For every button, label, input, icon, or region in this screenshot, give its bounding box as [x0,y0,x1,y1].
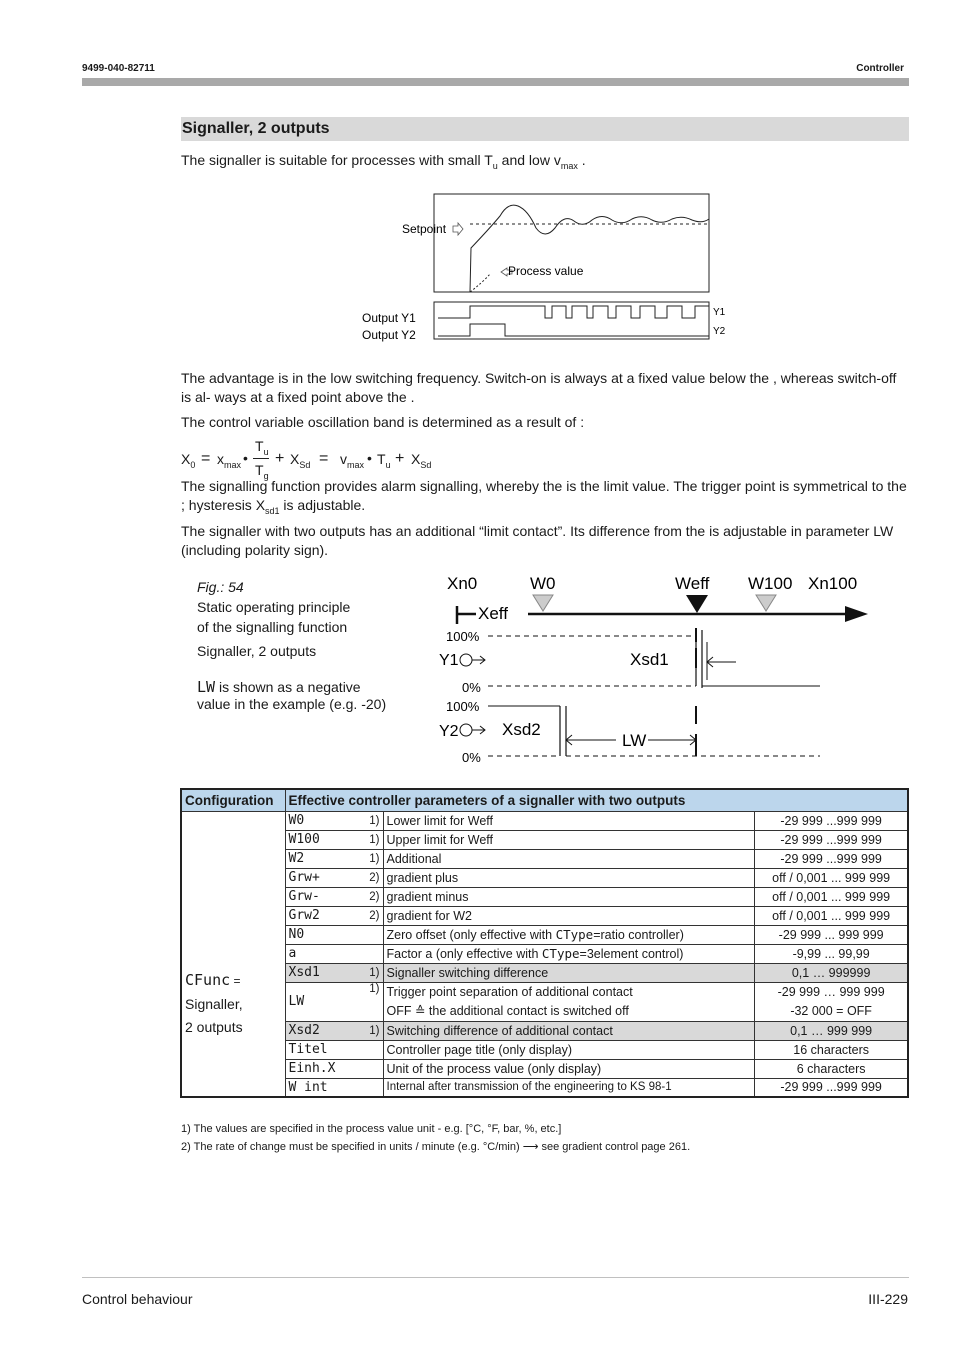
param-name: W int [285,1078,363,1097]
header-rule [82,78,909,86]
param-value: off / 0,001 ... 999 999 [755,868,908,887]
param-value: 0,1 … 999999 [755,963,908,982]
param-value: -29 999 … 999 999 -32 000 = OFF [755,982,908,1021]
xsd1-label: Xsd1 [630,650,669,669]
xn100-label: Xn100 [808,574,858,593]
advantage-paragraph: The advantage is in the low switching frequency. Switch-on is always at a fixed value below the , whereas switch-off is al- ways at a fixed point above the . [181,370,897,405]
table-row [181,963,908,982]
footnote-2: 2) The rate of change must be specified in units / minute (e.g. °C/min) ⟶ see gradient control page 261. [181,1141,691,1153]
param-value: -29 999 ... 999 999 [755,925,908,944]
w0-marker-icon [533,595,553,611]
footnotes [181,1120,690,1156]
table-row [181,1078,908,1097]
param-value: 16 characters [755,1040,908,1059]
footer-rule [82,1277,909,1278]
param-desc: Zero offset (only effective with CType=ratio controller) [383,925,755,944]
param-value: -29 999 ...999 999 [755,1078,908,1097]
weff-marker-icon [686,595,708,613]
param-desc: gradient plus [383,868,755,887]
param-name: Einh.X [285,1059,363,1078]
table-row [181,887,908,906]
param-note: 1) [363,1021,383,1040]
param-note: 1) [363,849,383,868]
setpoint-label: Setpoint [402,222,447,236]
oscillation-formula: $X_0$ = $x_{max}$ • $T_u$ $T_g$ + $X_{Sd}$ = $v_{max}$ • $T_u$ + $X_{Sd}$ [181,438,432,481]
param-note [363,925,383,944]
param-value: -29 999 ...999 999 [755,830,908,849]
param-name: a [285,944,363,963]
table-row [181,868,908,887]
table-row [181,811,908,830]
doc-number: 9499-040-82711 [82,63,155,74]
caption-line-1: Static operating principle [197,599,351,615]
param-name: Titel [285,1040,363,1059]
table-row [181,925,908,944]
param-note: 2) [363,906,383,925]
caption-lw-note: LW is shown as a negative value in the example (e.g. -20) [197,678,387,712]
signalling-principle-diagram [430,568,880,773]
cfunc-cell: CFunc = Signaller, 2 outputs [181,811,285,1097]
xeff-label: Xeff [478,604,508,623]
header-parameters: Effective controller parameters of a signaller with two outputs [285,789,908,811]
param-note: 1) [363,830,383,849]
process-value-curve [470,205,709,292]
param-note: 1) [363,963,383,982]
y1-0-label: 0% [462,680,481,695]
param-note [363,1040,383,1059]
table-row [181,1021,908,1040]
param-name: Grw+ [285,868,363,887]
param-desc: Controller page title (only display) [383,1040,755,1059]
param-desc: gradient for W2 [383,906,755,925]
setpoint-arrow-icon [453,223,463,235]
w100-marker-icon [756,595,776,611]
param-desc: Unit of the process value (only display) [383,1059,755,1078]
param-name: Grw2 [285,906,363,925]
signalling-paragraph: The signalling function provides alarm signalling, whereby the is the limit value. The trigger point is symmetrical to the ; hysteresis $X_{sd1}$ is adjustable. [181,478,907,516]
param-desc: Switching difference of additional contact [383,1021,755,1040]
param-name: LW [285,982,363,1021]
param-value: -29 999 ...999 999 [755,849,908,868]
param-desc: Upper limit for Weff [383,830,755,849]
table-row [181,906,908,925]
y1-tag: Y1 [713,307,726,318]
output-y2-trace [438,324,709,336]
output-y2-label: Output Y2 [362,328,416,342]
param-name: Xsd1 [285,963,363,982]
param-value: off / 0,001 ... 999 999 [755,906,908,925]
intro-paragraph: The signaller is suitable for processes with small $T_u$ and low $v_{max}$ . [181,152,586,171]
axis-arrow-icon [845,606,868,622]
param-note: 2) [363,887,383,906]
xsd2-label: Xsd2 [502,720,541,739]
section-title: Signaller, 2 outputs [181,117,909,141]
band-paragraph: The control variable oscillation band is determined as a result of : [181,414,585,430]
process-value-label: Process value [508,264,584,278]
header-section: Controller [856,63,904,74]
y2-100-label: 100% [446,699,480,714]
y2-contact-icon [460,724,472,736]
param-value: 6 characters [755,1059,908,1078]
y2-label: Y2 [439,723,459,740]
table-row [181,944,908,963]
weff-label: Weff [675,574,710,593]
param-desc: Lower limit for Weff [383,811,755,830]
footnote-1: 1) The values are specified in the process value unit - e.g. [°C, °F, bar, %, etc.] [181,1123,562,1135]
signaller-response-diagram [340,188,740,348]
output-y1-label: Output Y1 [362,311,416,325]
param-desc: Signaller switching difference [383,963,755,982]
y2-tag: Y2 [713,326,726,337]
table-row [181,849,908,868]
param-value: off / 0,001 ... 999 999 [755,887,908,906]
param-name: N0 [285,925,363,944]
table-row [181,982,908,1021]
param-note [363,1078,383,1097]
param-name: W100 [285,830,363,849]
y1-label: Y1 [439,652,459,669]
param-desc: Factor a (only effective with CType=3element control) [383,944,755,963]
output-y1-trace [438,306,709,318]
table-header [181,789,908,811]
param-desc: Internal after transmission of the engineering to KS 98-1 [383,1078,755,1097]
lw-label: LW [622,731,647,750]
page-number: III-229 [868,1291,908,1307]
param-note [363,1059,383,1078]
param-value: 0,1 … 999 999 [755,1021,908,1040]
w100-label: W100 [748,574,793,593]
y1-100-label: 100% [446,629,480,644]
param-desc: Additional [383,849,755,868]
param-name: Xsd2 [285,1021,363,1040]
param-note [363,944,383,963]
header-configuration: Configuration [181,789,285,811]
caption-line-3: Signaller, 2 outputs [197,643,317,659]
y2-0-label: 0% [462,750,481,765]
param-name: W0 [285,811,363,830]
xn0-label: Xn0 [447,574,478,593]
table-row [181,830,908,849]
param-desc: gradient minus [383,887,755,906]
figure-number: Fig.: 54 [197,579,244,595]
w0-label: W0 [530,574,556,593]
table-row [181,1059,908,1078]
parameter-table [180,788,909,1098]
param-value: -29 999 ...999 999 [755,811,908,830]
two-outputs-paragraph: The signaller with two outputs has an additional “limit contact”. Its difference from the is adjustable in parameter LW (including polarity sign). [181,523,894,558]
figure-caption [197,577,386,713]
caption-line-2: of the signalling function [197,619,348,635]
param-note: 1) [363,982,383,1021]
y1-contact-icon [460,654,472,666]
table-row [181,1040,908,1059]
param-value: -9,99 ... 99,99 [755,944,908,963]
param-note: 1) [363,811,383,830]
footer-chapter: Control behaviour [82,1291,193,1307]
param-name: Grw- [285,887,363,906]
param-desc: Trigger point separation of additional contact OFF ≙ the additional contact is switched off [383,982,755,1021]
param-name: W2 [285,849,363,868]
param-note: 2) [363,868,383,887]
